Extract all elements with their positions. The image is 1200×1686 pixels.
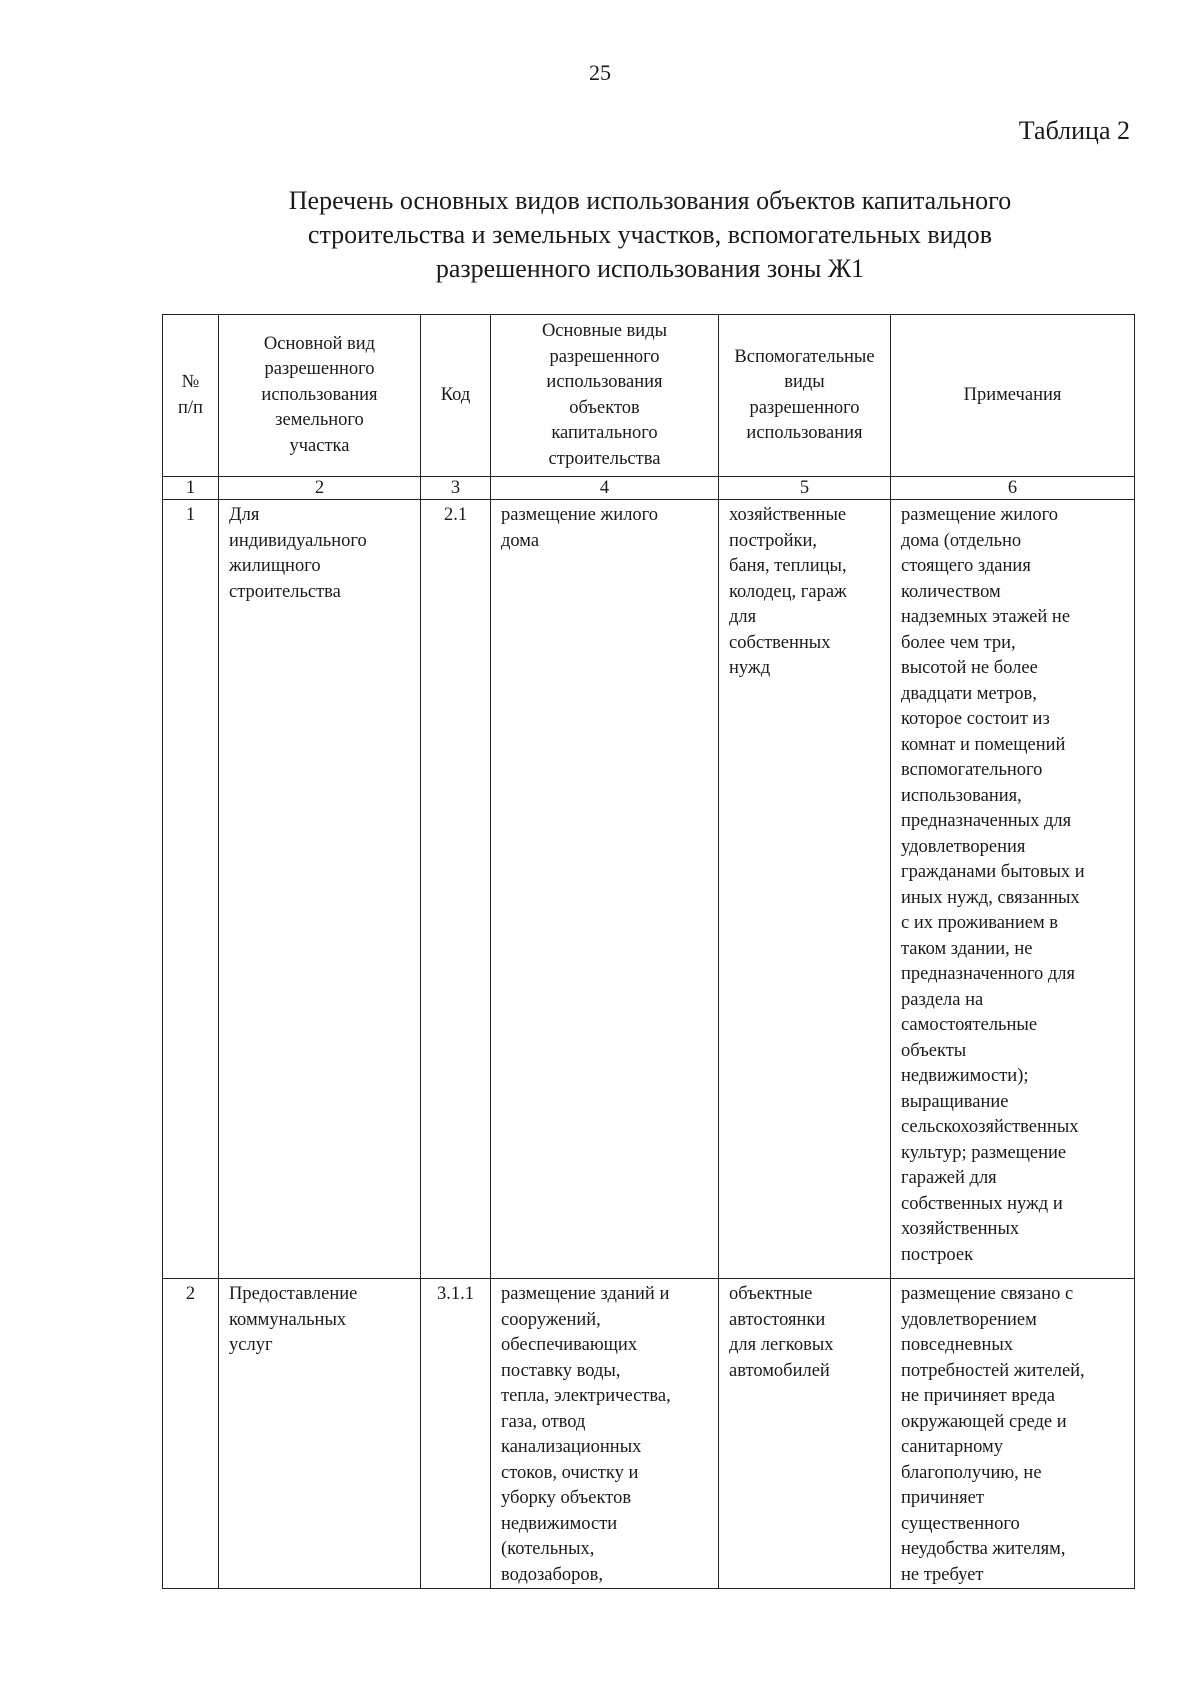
- main-uses-cell: размещение зданий и сооружений, обеспечивающих поставку воды, тепла, электричества, газа, отвод канализационных стоков, очистку и уборку объектов недвижимости (котельных, водозаборов,: [491, 1279, 719, 1589]
- column-number: 2: [219, 477, 421, 500]
- code-cell: 2.1: [421, 500, 491, 1279]
- table-row: [163, 500, 1135, 1279]
- header-code: Код: [421, 315, 491, 477]
- column-number-row: [163, 477, 1135, 500]
- table-header-row: [163, 315, 1135, 477]
- column-number: 5: [719, 477, 891, 500]
- column-number: 3: [421, 477, 491, 500]
- header-main-uses: Основные виды разрешенного использования объектов капитального строительства: [491, 315, 719, 477]
- auxiliary-uses-cell: хозяйственные постройки, баня, теплицы, колодец, гараж для собственных нужд: [719, 500, 891, 1279]
- notes-cell: размещение связано с удовлетворением повседневных потребностей жителей, не причиняет вреда окружающей среде и санитарному благополучию, не причиняет существенного неудобства жителям, не требует: [891, 1279, 1135, 1589]
- header-land-use: Основной вид разрешенного использования земельного участка: [219, 315, 421, 477]
- column-number: 1: [163, 477, 219, 500]
- column-number: 6: [891, 477, 1135, 500]
- row-number: 1: [163, 500, 219, 1279]
- header-auxiliary-uses: Вспомогательные виды разрешенного использования: [719, 315, 891, 477]
- row-number: 2: [163, 1279, 219, 1589]
- notes-cell: размещение жилого дома (отдельно стоящего здания количеством надземных этажей не более чем три, высотой не более двадцати метров, которое состоит из комнат и помещений вспомогательного использования, предназначенных для удовлетворения гражданами бытовых и иных нужд, связанных с их проживанием в таком здании, не предназначенного для раздела на самостоятельные объекты недвижимости); выращивание сельскохозяйственных культур; размещение гаражей для собственных нужд и хозяйственных построек: [891, 500, 1135, 1279]
- title-line-3: разрешенного использования зоны Ж1: [435, 254, 865, 283]
- header-number: № п/п: [163, 315, 219, 477]
- table-row: [163, 1279, 1135, 1589]
- main-uses-cell: размещение жилого дома: [491, 500, 719, 1279]
- header-notes: Примечания: [891, 315, 1135, 477]
- code-cell: 3.1.1: [421, 1279, 491, 1589]
- column-number: 4: [491, 477, 719, 500]
- page-number: 25: [589, 60, 611, 85]
- title-line-1: Перечень основных видов использования объектов капитального: [288, 186, 1012, 215]
- document-title: [200, 184, 1100, 286]
- land-use-cell: Для индивидуального жилищного строительства: [219, 500, 421, 1279]
- land-use-table: [162, 314, 1135, 1589]
- table-label: Таблица 2: [1018, 116, 1130, 145]
- land-use-cell: Предоставление коммунальных услуг: [219, 1279, 421, 1589]
- title-line-2: строительства и земельных участков, вспомогательных видов: [307, 220, 993, 249]
- auxiliary-uses-cell: объектные автостоянки для легковых автомобилей: [719, 1279, 891, 1589]
